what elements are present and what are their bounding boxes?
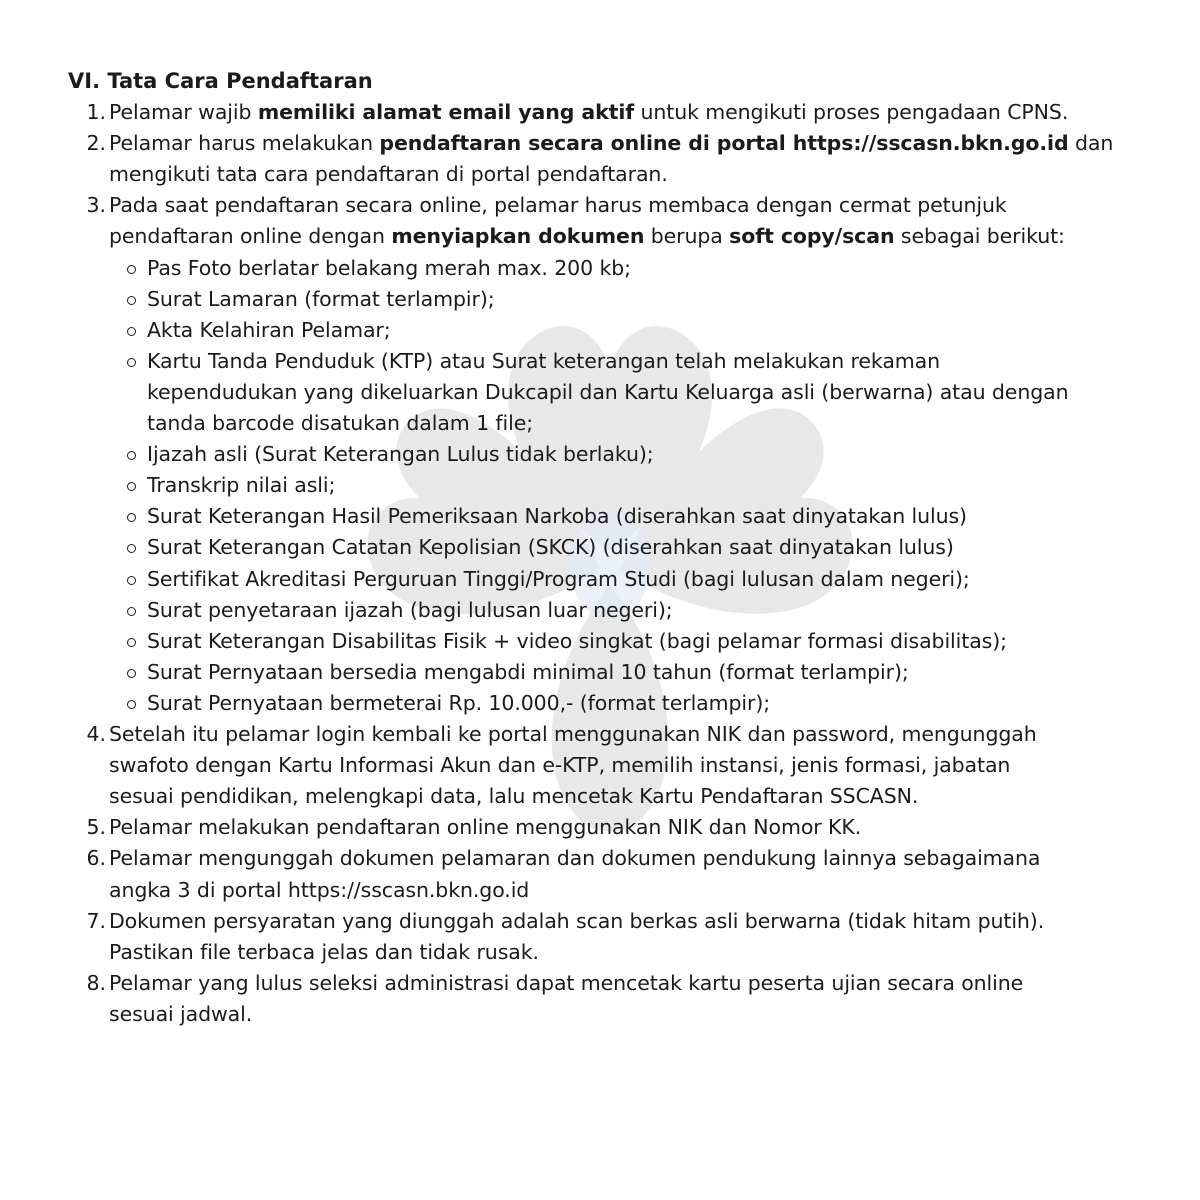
subitem-text-line: Surat Pernyataan bermeterai Rp. 10.000,- (format terlampir);: [147, 690, 771, 715]
item-text-line: [109, 128, 1113, 159]
subitem-text-line: Transkrip nilai asli;: [147, 473, 336, 498]
section-title: VI. Tata Cara Pendaftaran: [68, 69, 373, 93]
bullet-icon: [127, 513, 136, 522]
item-text-line: [109, 812, 861, 843]
text-segment: Pastikan file terbaca jelas dan tidak rusak.: [109, 939, 539, 964]
bullet-icon: [127, 607, 136, 616]
subitem-text-line: Surat Keterangan Catatan Kepolisian (SKCK) (diserahkan saat dinyatakan lulus): [147, 535, 954, 560]
bold-text: pendaftaran secara online di portal https://sscasn.bkn.go.id: [379, 131, 1069, 156]
bullet-icon: [127, 544, 136, 553]
subitem-text-line: Surat Pernyataan bersedia mengabdi minimal 10 tahun (format terlampir);: [147, 659, 909, 684]
bold-text: menyiapkan dokumen: [391, 224, 645, 249]
item-text-line: [109, 875, 529, 906]
bullet-icon: [127, 358, 136, 367]
item-text-line: [109, 906, 1044, 937]
bullet-icon: [127, 451, 136, 460]
text-segment: berupa: [644, 224, 730, 249]
item-text-line: [109, 159, 668, 190]
text-segment: angka 3 di portal https://sscasn.bkn.go.id: [109, 877, 530, 902]
text-segment: Pelamar wajib: [109, 100, 258, 124]
item-number: 4.: [86, 722, 106, 746]
item-text-line: [109, 97, 1068, 128]
text-segment: Pelamar harus melakukan: [109, 131, 380, 156]
text-segment: sesuai pendidikan, melengkapi data, lalu mencetak Kartu Pendaftaran SSCASN.: [109, 784, 919, 809]
item-text-line: [109, 221, 1065, 252]
item-number: 7.: [86, 908, 106, 933]
text-segment: Pelamar melakukan pendaftaran online menggunakan NIK dan Nomor KK.: [109, 815, 862, 840]
bullet-icon: [127, 327, 136, 336]
item-number: 5.: [86, 815, 106, 840]
subitem-text-line: Kartu Tanda Penduduk (KTP) atau Surat keterangan telah melakukan rekaman: [147, 348, 941, 373]
item-number: 8.: [86, 970, 106, 995]
text-segment: pendaftaran online dengan: [109, 224, 392, 249]
item-number: 1.: [86, 100, 106, 124]
subitem-text-line: tanda barcode disatukan dalam 1 file;: [147, 411, 534, 435]
text-segment: mengikuti tata cara pendaftaran di portal pendaftaran.: [109, 162, 668, 187]
item-text-line: [109, 999, 252, 1030]
text-segment: swafoto dengan Kartu Informasi Akun dan e-KTP, memilih instansi, jenis formasi, jabatan: [109, 753, 1011, 778]
bullet-icon: [127, 669, 136, 678]
item-number: 6.: [86, 846, 106, 871]
subitem-text-line: Surat Keterangan Disabilitas Fisik + video singkat (bagi pelamar formasi disabilitas);: [147, 628, 1007, 653]
item-text-line: [109, 719, 1037, 750]
text-segment: Dokumen persyaratan yang diunggah adalah scan berkas asli berwarna (tidak hitam putih).: [109, 908, 1045, 933]
item-text-line: [109, 968, 1023, 999]
text-segment: sebagai berikut:: [894, 224, 1065, 249]
item-text-line: [109, 937, 539, 968]
subitem-text-line: Akta Kelahiran Pelamar;: [147, 317, 391, 342]
bold-text: memiliki alamat email yang aktif: [257, 100, 635, 124]
text-segment: dan: [1068, 131, 1114, 156]
subitem-text-line: Surat Keterangan Hasil Pemeriksaan Narkoba (diserahkan saat dinyatakan lulus): [147, 504, 967, 529]
subitem-text-line: Surat penyetaraan ijazah (bagi lulusan luar negeri);: [147, 597, 673, 622]
bullet-icon: [127, 638, 136, 647]
bold-text: soft copy/scan: [729, 224, 895, 249]
item-number: 2.: [86, 131, 106, 156]
subitem-text-line: kependudukan yang dikeluarkan Dukcapil dan Kartu Keluarga asli (berwarna) atau dengan: [147, 379, 1069, 404]
item-text-line: [109, 190, 1007, 221]
item-number: 3.: [86, 193, 106, 218]
bullet-icon: [127, 265, 136, 274]
bullet-icon: [127, 700, 136, 709]
subitem-text-line: Pas Foto berlatar belakang merah max. 200 kb;: [147, 255, 631, 280]
item-text-line: [109, 843, 1040, 874]
text-segment: Pelamar mengunggah dokumen pelamaran dan dokumen pendukung lainnya sebagaimana: [109, 846, 1041, 871]
text-segment: Pelamar yang lulus seleksi administrasi dapat mencetak kartu peserta ujian secara online: [109, 970, 1024, 995]
subitem-text-line: Sertifikat Akreditasi Perguruan Tinggi/Program Studi (bagi lulusan dalam negeri);: [147, 566, 970, 591]
text-segment: sesuai jadwal.: [109, 1001, 253, 1026]
bullet-icon: [127, 482, 136, 491]
text-segment: Pada saat pendaftaran secara online, pelamar harus membaca dengan cermat petunjuk: [109, 193, 1007, 218]
subitem-text-line: Surat Lamaran (format terlampir);: [147, 286, 495, 311]
bullet-icon: [127, 296, 136, 305]
text-segment: untuk mengikuti proses pengadaan CPNS.: [634, 100, 1069, 124]
item-text-line: [109, 750, 1010, 781]
item-text-line: [109, 781, 918, 812]
bullet-icon: [127, 576, 136, 585]
text-segment: Setelah itu pelamar login kembali ke portal menggunakan NIK dan password, mengunggah: [109, 722, 1037, 746]
subitem-text-line: Ijazah asli (Surat Keterangan Lulus tidak berlaku);: [147, 442, 654, 467]
